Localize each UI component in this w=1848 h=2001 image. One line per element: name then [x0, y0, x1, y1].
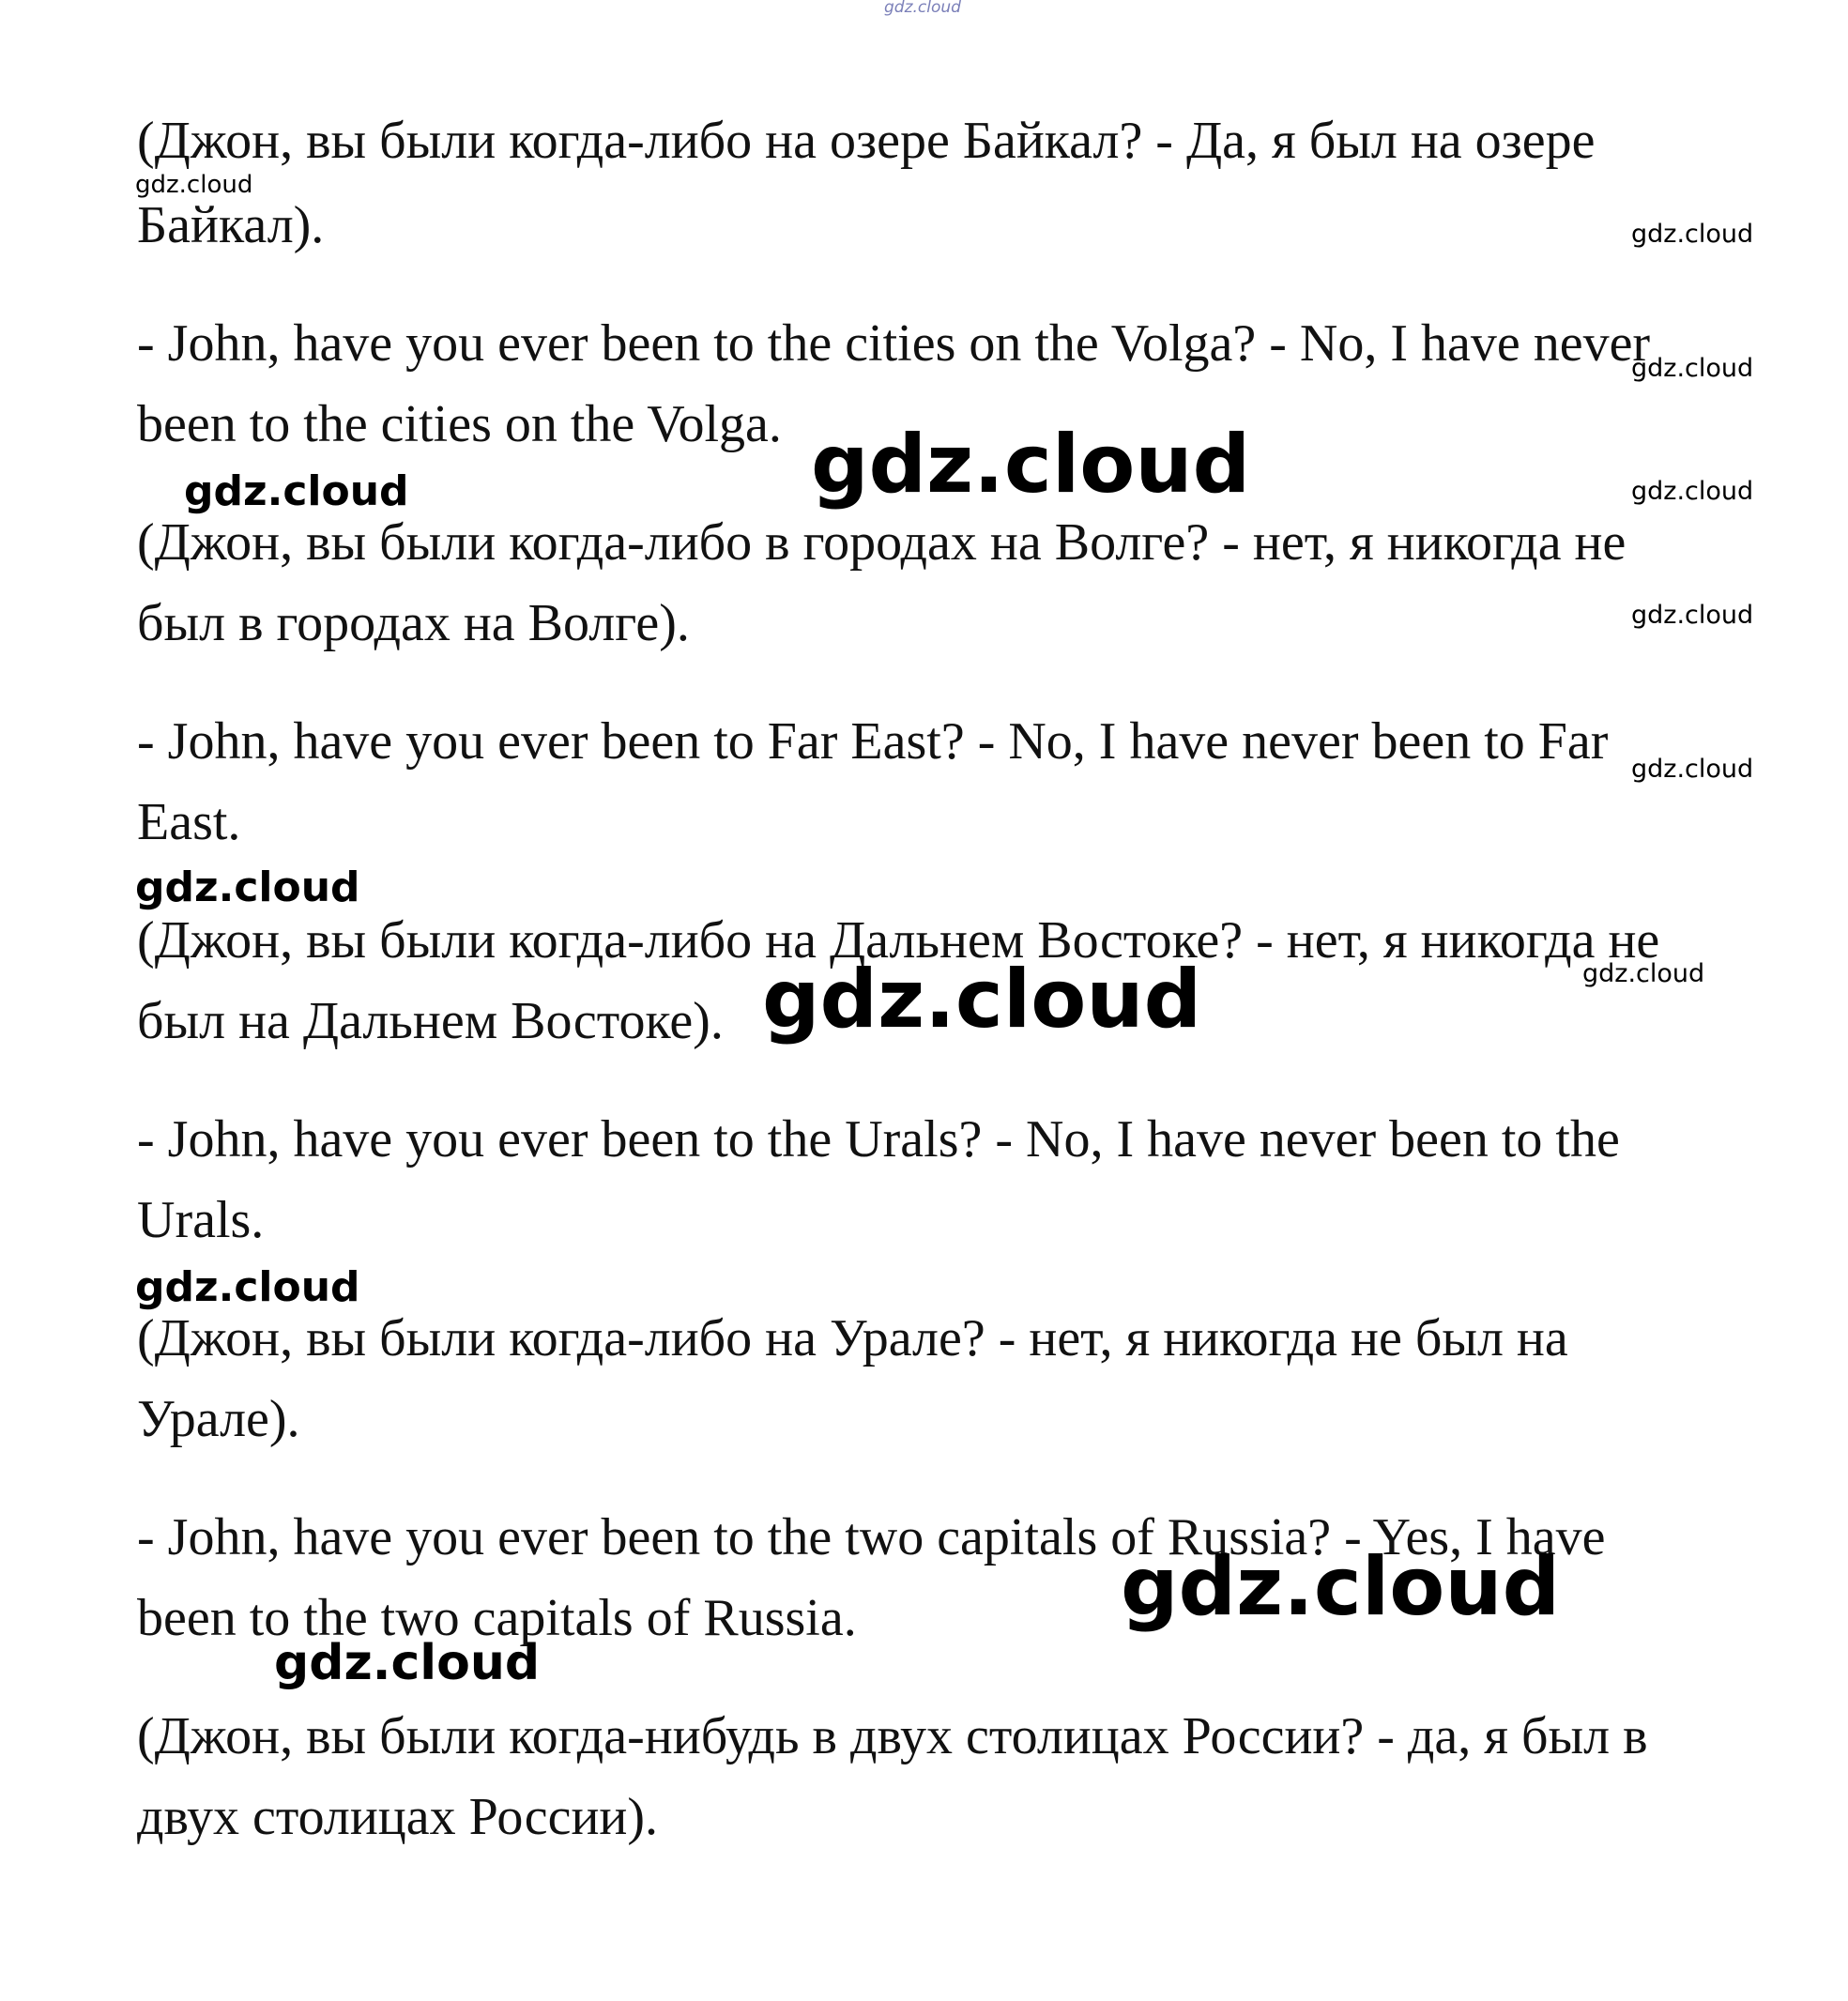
watermark: gdz.cloud — [1631, 477, 1754, 506]
watermark: gdz.cloud — [1631, 755, 1754, 784]
watermark: gdz.cloud — [1631, 220, 1754, 249]
watermark-top: gdz.cloud — [884, 0, 961, 17]
text-line: - John, have you ever been to the two capitals of Russia? - Yes, I have — [137, 1508, 1606, 1566]
text-line: East. — [137, 793, 241, 851]
text-line: been to the cities on the Volga. — [137, 395, 782, 453]
text-line: - John, have you ever been to the Urals? - No, I have never been to the — [137, 1110, 1620, 1169]
text-line: (Джон, вы были когда-либо на Урале? - нет, я никогда не был на — [137, 1309, 1568, 1367]
watermark: gdz.cloud — [135, 863, 360, 911]
text-line: Байкал). — [137, 196, 325, 254]
text-line: Урале). — [137, 1390, 300, 1448]
watermark: gdz.cloud — [1582, 959, 1705, 988]
watermark: gdz.cloud — [274, 1635, 541, 1691]
watermark: gdz.cloud — [762, 953, 1202, 1046]
text-line: - John, have you ever been to Far East? - No, I have never been to Far — [137, 712, 1609, 771]
watermark: gdz.cloud — [1631, 354, 1754, 383]
text-line: (Джон, вы были когда-либо на озере Байкал? - Да, я был на озере — [137, 112, 1596, 170]
text-line: (Джон, вы были когда-либо на Дальнем Востоке? - нет, я никогда не — [137, 911, 1660, 970]
watermark: gdz.cloud — [184, 467, 409, 515]
text-line: - John, have you ever been to the cities on the Volga? - No, I have never — [137, 314, 1651, 373]
text-line: двух столицах России). — [137, 1788, 659, 1846]
watermark: gdz.cloud — [1631, 601, 1754, 630]
watermark: gdz.cloud — [811, 418, 1251, 512]
watermark: gdz.cloud — [1121, 1540, 1561, 1634]
text-line: (Джон, вы были когда-либо в городах на Волге? - нет, я никогда не — [137, 513, 1627, 572]
watermark: gdz.cloud — [135, 171, 253, 199]
text-line: (Джон, вы были когда-нибудь в двух столицах России? - да, я был в — [137, 1707, 1648, 1765]
text-line: Urals. — [137, 1191, 265, 1249]
text-line: был на Дальнем Востоке). — [137, 992, 724, 1050]
text-line: был в городах на Волге). — [137, 594, 690, 652]
text-line: been to the two capitals of Russia. — [137, 1589, 857, 1647]
watermark: gdz.cloud — [135, 1263, 360, 1311]
